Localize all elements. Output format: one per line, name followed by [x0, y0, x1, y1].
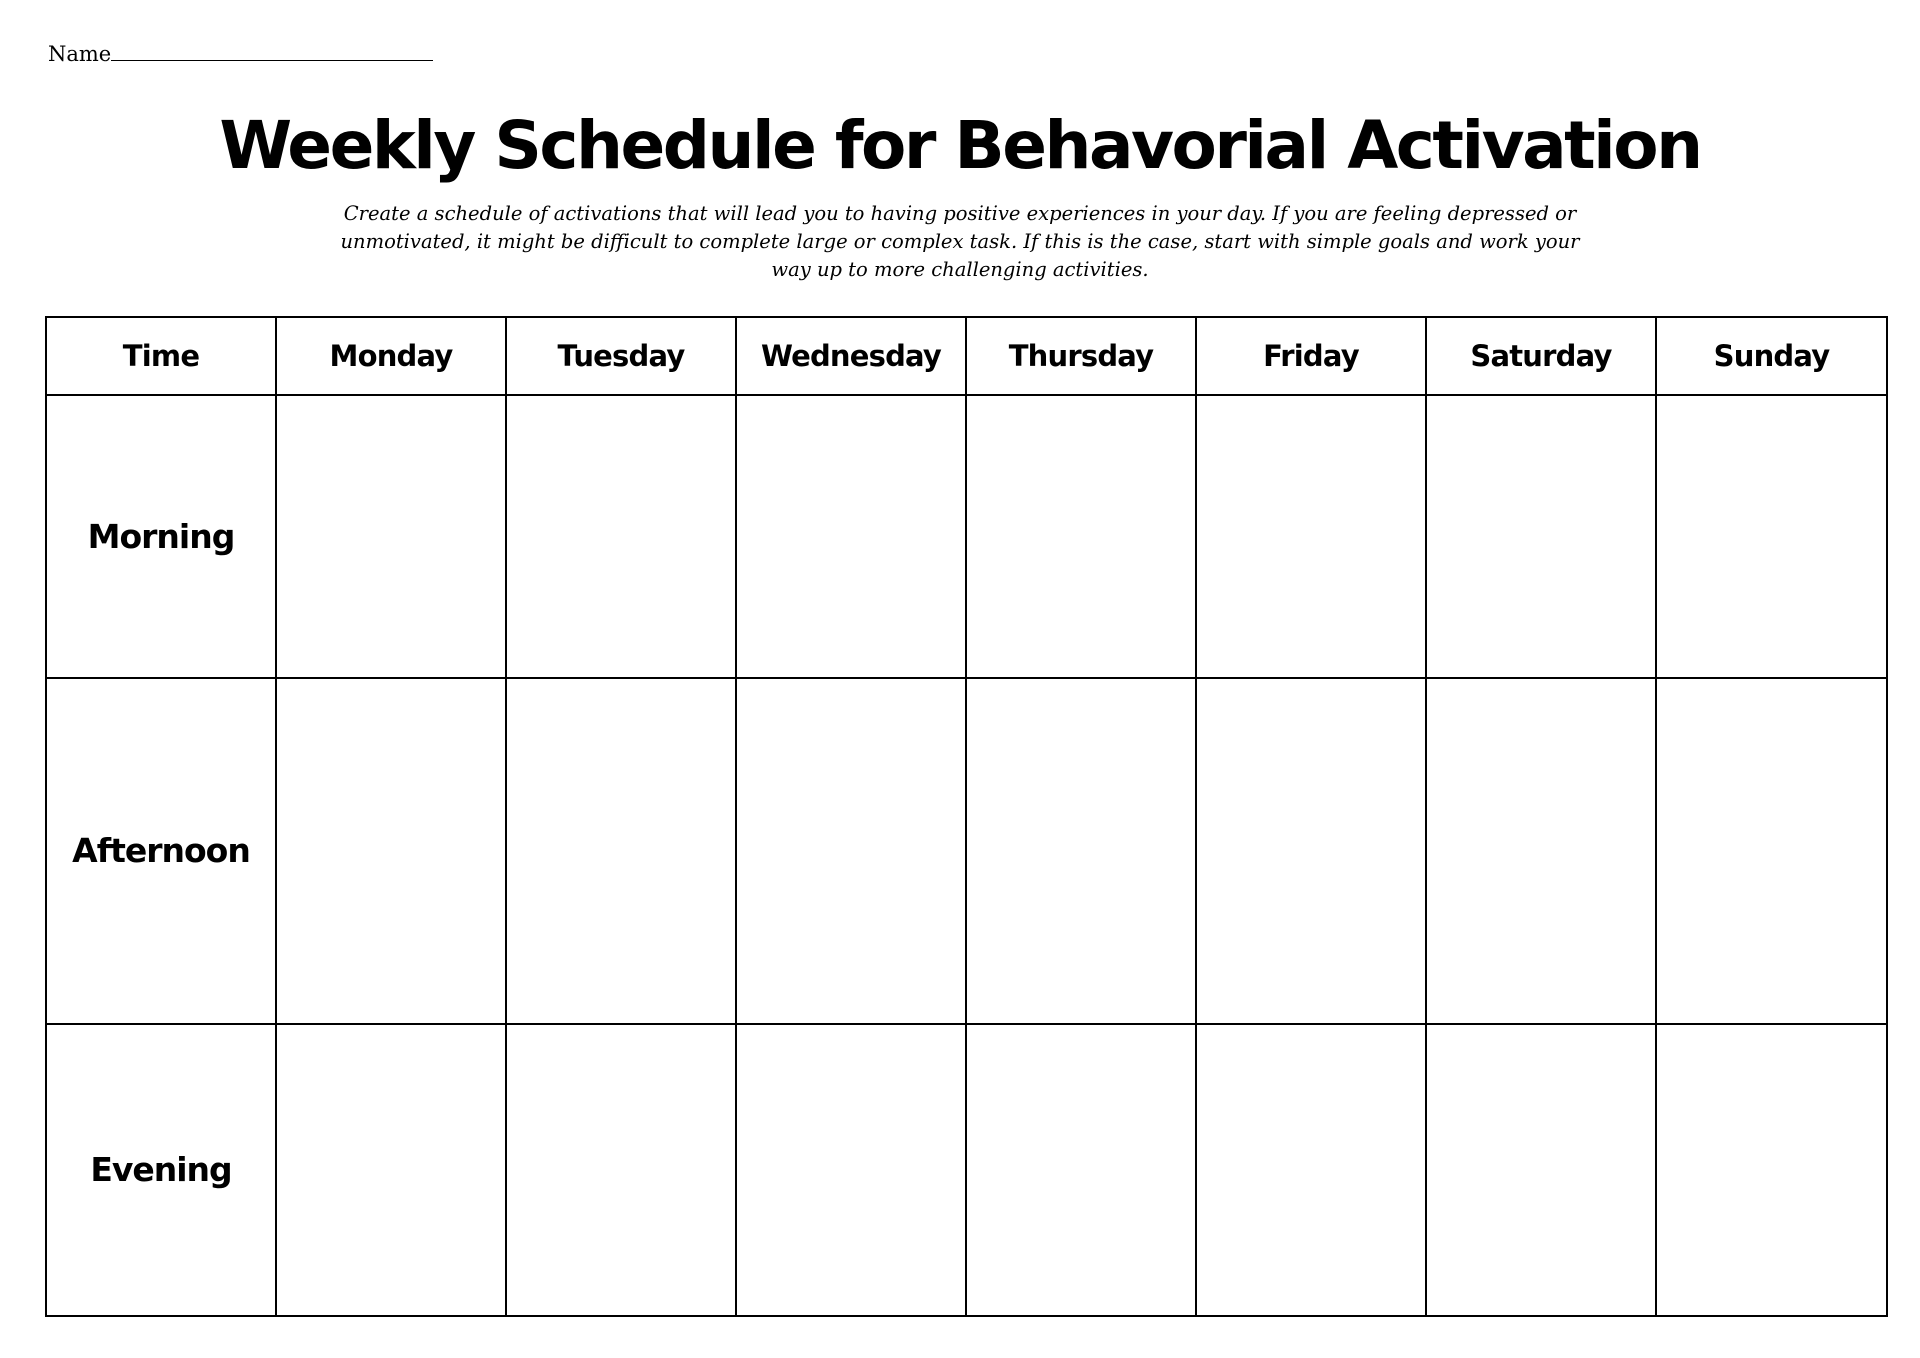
column-header-saturday: Saturday — [1426, 317, 1656, 395]
column-header-sunday: Sunday — [1656, 317, 1887, 395]
cell-morning-tuesday[interactable] — [506, 395, 736, 678]
column-header-tuesday: Tuesday — [506, 317, 736, 395]
weekly-schedule-table — [45, 316, 1888, 1317]
cell-afternoon-friday[interactable] — [1196, 678, 1426, 1023]
name-label: Name — [48, 42, 112, 66]
cell-morning-sunday[interactable] — [1656, 395, 1887, 678]
column-header-time: Time — [46, 317, 276, 395]
instructions-text: Create a schedule of activations that will lead you to having positive experiences in your day. If you are feeling depressed or unmotivated, it might be difficult to complete large or complex task. If this is the case, start with simple goals and work your way up to more challenging activities. — [340, 202, 1580, 281]
cell-evening-saturday[interactable] — [1426, 1024, 1656, 1316]
cell-afternoon-thursday[interactable] — [966, 678, 1196, 1023]
cell-afternoon-monday[interactable] — [276, 678, 506, 1023]
name-field[interactable] — [48, 38, 433, 68]
cell-afternoon-wednesday[interactable] — [736, 678, 966, 1023]
cell-evening-thursday[interactable] — [966, 1024, 1196, 1316]
column-header-wednesday: Wednesday — [736, 317, 966, 395]
cell-morning-monday[interactable] — [276, 395, 506, 678]
cell-afternoon-saturday[interactable] — [1426, 678, 1656, 1023]
row-label-evening: Evening — [46, 1024, 276, 1316]
row-label-morning: Morning — [46, 395, 276, 678]
cell-evening-friday[interactable] — [1196, 1024, 1426, 1316]
name-blank-line[interactable] — [111, 38, 433, 61]
row-label-afternoon: Afternoon — [46, 678, 276, 1023]
column-header-monday: Monday — [276, 317, 506, 395]
cell-morning-saturday[interactable] — [1426, 395, 1656, 678]
cell-afternoon-tuesday[interactable] — [506, 678, 736, 1023]
cell-afternoon-sunday[interactable] — [1656, 678, 1887, 1023]
header-row — [46, 317, 1887, 395]
table-row-morning — [46, 395, 1887, 678]
page-title: Weekly Schedule for Behavorial Activation — [219, 107, 1701, 184]
table-row-evening — [46, 1024, 1887, 1316]
column-header-friday: Friday — [1196, 317, 1426, 395]
cell-evening-monday[interactable] — [276, 1024, 506, 1316]
cell-evening-wednesday[interactable] — [736, 1024, 966, 1316]
cell-morning-friday[interactable] — [1196, 395, 1426, 678]
column-header-thursday: Thursday — [966, 317, 1196, 395]
cell-evening-tuesday[interactable] — [506, 1024, 736, 1316]
cell-morning-wednesday[interactable] — [736, 395, 966, 678]
table-row-afternoon — [46, 678, 1887, 1023]
cell-morning-thursday[interactable] — [966, 395, 1196, 678]
cell-evening-sunday[interactable] — [1656, 1024, 1887, 1316]
